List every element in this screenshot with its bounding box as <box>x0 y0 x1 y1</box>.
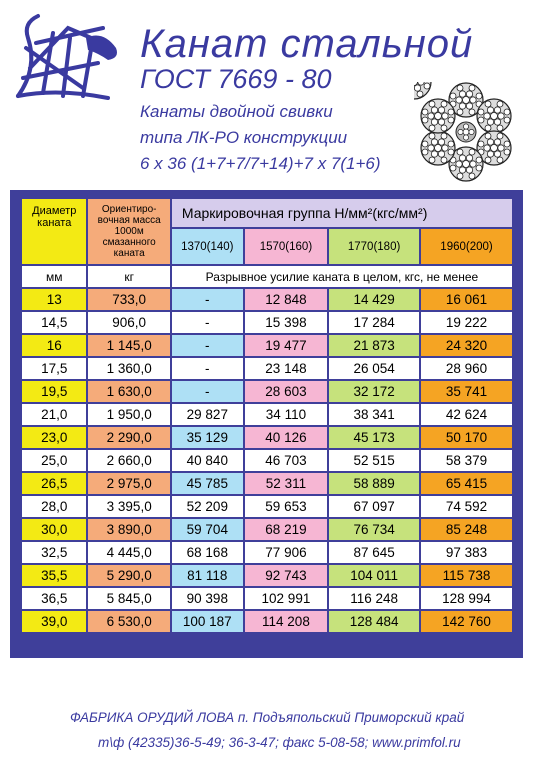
cell-1770: 21 873 <box>329 335 419 356</box>
cell-1960: 19 222 <box>421 312 512 333</box>
cell-1370: 35 129 <box>172 427 243 448</box>
cell-mass: 1 360,0 <box>88 358 169 379</box>
cell-1370: - <box>172 289 243 310</box>
group-1570: 1570(160) <box>245 229 327 264</box>
cell-1570: 92 743 <box>245 565 327 586</box>
cell-1570: 34 110 <box>245 404 327 425</box>
cell-1960: 42 624 <box>421 404 512 425</box>
cell-1570: 102 991 <box>245 588 327 609</box>
header-mass: Ориентиро-вочная масса 1000м смазанного каната <box>88 199 169 264</box>
table-row <box>22 289 512 310</box>
unit-kg: кг <box>88 266 169 287</box>
subtitle-line-3: 6 х 36 (1+7+7/7+14)+7 х 7(1+6) <box>140 154 381 173</box>
cell-mass: 733,0 <box>88 289 169 310</box>
table-row <box>22 358 512 379</box>
rope-cross-section-icon <box>414 82 518 182</box>
cell-1570: 52 311 <box>245 473 327 494</box>
cell-1960: 128 994 <box>421 588 512 609</box>
rope-spec-table <box>20 197 514 634</box>
table-row <box>22 335 512 356</box>
table-row <box>22 312 512 333</box>
cell-diameter: 25,0 <box>22 450 86 471</box>
cell-mass: 3 890,0 <box>88 519 169 540</box>
cell-1960: 115 738 <box>421 565 512 586</box>
fishing-net-logo-icon <box>8 8 126 108</box>
cell-1960: 97 383 <box>421 542 512 563</box>
table-row <box>22 542 512 563</box>
group-1370: 1370(140) <box>172 229 243 264</box>
cell-1370: - <box>172 358 243 379</box>
cell-diameter: 16 <box>22 335 86 356</box>
table-row <box>22 473 512 494</box>
cell-mass: 4 445,0 <box>88 542 169 563</box>
cell-mass: 2 975,0 <box>88 473 169 494</box>
cell-1770: 58 889 <box>329 473 419 494</box>
cell-diameter: 32,5 <box>22 542 86 563</box>
table-row <box>22 519 512 540</box>
cell-1770: 14 429 <box>329 289 419 310</box>
cell-1570: 19 477 <box>245 335 327 356</box>
cell-diameter: 14,5 <box>22 312 86 333</box>
header-marking-group: Маркировочная группа Н/мм²(кгс/мм²) <box>172 199 512 227</box>
cell-1960: 28 960 <box>421 358 512 379</box>
cell-1370: 40 840 <box>172 450 243 471</box>
cell-1370: - <box>172 335 243 356</box>
cell-mass: 2 660,0 <box>88 450 169 471</box>
cell-1370: - <box>172 381 243 402</box>
cell-diameter: 30,0 <box>22 519 86 540</box>
cell-1770: 87 645 <box>329 542 419 563</box>
cell-diameter: 39,0 <box>22 611 86 632</box>
cell-1770: 17 284 <box>329 312 419 333</box>
cell-1570: 114 208 <box>245 611 327 632</box>
cell-1770: 104 011 <box>329 565 419 586</box>
cell-1770: 116 248 <box>329 588 419 609</box>
cell-1960: 24 320 <box>421 335 512 356</box>
cell-1570: 46 703 <box>245 450 327 471</box>
table-row <box>22 450 512 471</box>
cell-1370: 52 209 <box>172 496 243 517</box>
cell-diameter: 28,0 <box>22 496 86 517</box>
cell-diameter: 35,5 <box>22 565 86 586</box>
cell-1570: 59 653 <box>245 496 327 517</box>
cell-1960: 16 061 <box>421 289 512 310</box>
table-row <box>22 611 512 632</box>
cell-diameter: 26,5 <box>22 473 86 494</box>
cell-mass: 5 845,0 <box>88 588 169 609</box>
header-diameter: Диаметр каната <box>22 199 86 264</box>
cell-mass: 1 630,0 <box>88 381 169 402</box>
cell-1960: 85 248 <box>421 519 512 540</box>
cell-diameter: 13 <box>22 289 86 310</box>
cell-1770: 32 172 <box>329 381 419 402</box>
cell-1370: 59 704 <box>172 519 243 540</box>
cell-1770: 26 054 <box>329 358 419 379</box>
table-row <box>22 496 512 517</box>
cell-1570: 12 848 <box>245 289 327 310</box>
subtitle-line-2: типа ЛК-РО конструкции <box>140 128 348 147</box>
table-row <box>22 565 512 586</box>
page-title: Канат стальной <box>140 22 474 66</box>
subtitle-line-1: Канаты двойной свивки <box>140 102 333 121</box>
table-row <box>22 427 512 448</box>
cell-1570: 68 219 <box>245 519 327 540</box>
footer-factory: ФАБРИКА ОРУДИЙ ЛОВА п. Подъяпольский Приморский край <box>70 710 465 725</box>
cell-1370: 68 168 <box>172 542 243 563</box>
cell-1770: 67 097 <box>329 496 419 517</box>
table-row <box>22 381 512 402</box>
cell-mass: 6 530,0 <box>88 611 169 632</box>
cell-diameter: 21,0 <box>22 404 86 425</box>
unit-mm: мм <box>22 266 86 287</box>
cell-1570: 15 398 <box>245 312 327 333</box>
group-1770: 1770(180) <box>329 229 419 264</box>
cell-1370: 100 187 <box>172 611 243 632</box>
cell-1960: 58 379 <box>421 450 512 471</box>
cell-1770: 128 484 <box>329 611 419 632</box>
cell-1370: 90 398 <box>172 588 243 609</box>
table-row <box>22 588 512 609</box>
cell-1570: 77 906 <box>245 542 327 563</box>
group-1960: 1960(200) <box>421 229 512 264</box>
gost-standard: ГОСТ 7669 - 80 <box>140 64 332 94</box>
cell-1960: 35 741 <box>421 381 512 402</box>
cell-1370: - <box>172 312 243 333</box>
cell-mass: 1 145,0 <box>88 335 169 356</box>
cell-mass: 5 290,0 <box>88 565 169 586</box>
cell-1770: 45 173 <box>329 427 419 448</box>
cell-1770: 38 341 <box>329 404 419 425</box>
cell-1960: 65 415 <box>421 473 512 494</box>
cell-1770: 76 734 <box>329 519 419 540</box>
cell-1960: 142 760 <box>421 611 512 632</box>
cell-1570: 23 148 <box>245 358 327 379</box>
cell-mass: 3 395,0 <box>88 496 169 517</box>
cell-mass: 906,0 <box>88 312 169 333</box>
cell-1370: 45 785 <box>172 473 243 494</box>
cell-1960: 74 592 <box>421 496 512 517</box>
cell-diameter: 23,0 <box>22 427 86 448</box>
cell-1570: 40 126 <box>245 427 327 448</box>
cell-1370: 81 118 <box>172 565 243 586</box>
cell-diameter: 17,5 <box>22 358 86 379</box>
cell-1370: 29 827 <box>172 404 243 425</box>
table-row <box>22 404 512 425</box>
cell-1770: 52 515 <box>329 450 419 471</box>
force-note: Разрывное усилие каната в целом, кгс, не менее <box>172 266 512 287</box>
cell-mass: 1 950,0 <box>88 404 169 425</box>
cell-mass: 2 290,0 <box>88 427 169 448</box>
cell-diameter: 36,5 <box>22 588 86 609</box>
cell-diameter: 19,5 <box>22 381 86 402</box>
cell-1960: 50 170 <box>421 427 512 448</box>
footer-contacts: т\ф (42335)36-5-49; 36-3-47; факс 5-08-58; www.primfol.ru <box>98 735 461 750</box>
cell-1570: 28 603 <box>245 381 327 402</box>
